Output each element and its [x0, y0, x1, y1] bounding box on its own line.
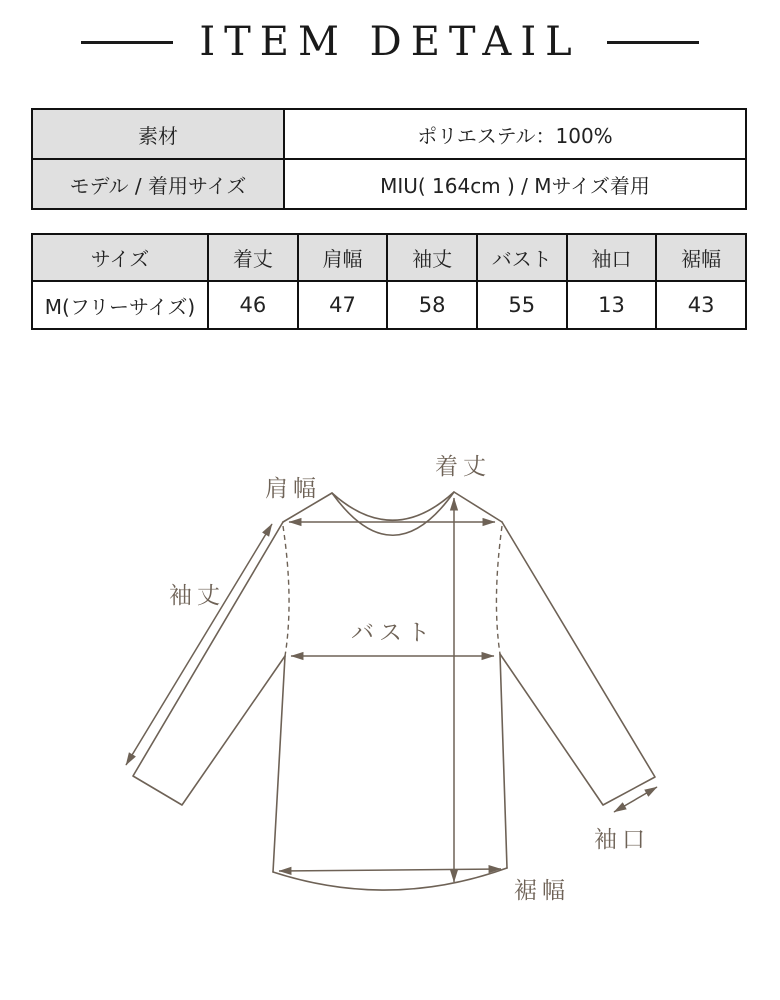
armhole-seam-left: [283, 526, 289, 656]
size-chart-header-row: [32, 234, 746, 281]
header-bust: バスト: [477, 234, 567, 281]
header-size: サイズ: [32, 234, 208, 281]
header-shoulder-width: 肩幅: [298, 234, 388, 281]
body-length-label: 着丈: [435, 454, 491, 480]
header-body-length: 着丈: [208, 234, 298, 281]
measurement-arrows: [126, 498, 657, 882]
armhole-seam-right: [496, 526, 502, 654]
title-dash-right: [607, 41, 699, 44]
material-info-table: [31, 108, 747, 210]
material-label: 素材: [32, 109, 284, 159]
hem-width-label: 裾幅: [514, 878, 570, 904]
header-cuff: 袖口: [567, 234, 657, 281]
header-hem-width: 裾幅: [656, 234, 746, 281]
garment-measurement-diagram: [0, 430, 780, 950]
table-row: [32, 109, 746, 159]
page-title: ITEM DETAIL: [199, 19, 581, 65]
cell-size-name: M(フリーサイズ): [32, 281, 208, 329]
cell-sleeve-length: 58: [387, 281, 477, 329]
hem-width-arrow: [279, 869, 501, 871]
shoulder-width-label: 肩幅: [265, 476, 321, 502]
cuff-arrow: [614, 787, 657, 812]
sleeve-length-label: 袖丈: [169, 583, 225, 609]
cell-shoulder-width: 47: [298, 281, 388, 329]
cell-cuff: 13: [567, 281, 657, 329]
bust-label: バスト: [351, 620, 435, 646]
garment-outline: [133, 492, 655, 890]
model-size-label: モデル / 着用サイズ: [32, 159, 284, 209]
model-size-value: MIU( 164cm ) / Mサイズ着用: [284, 159, 746, 209]
header-sleeve-length: 袖丈: [387, 234, 477, 281]
table-row: [32, 159, 746, 209]
size-chart-table: [31, 233, 747, 330]
cell-hem-width: 43: [656, 281, 746, 329]
title-dash-left: [81, 41, 173, 44]
cuff-label: 袖口: [594, 827, 650, 853]
page-title-row: [0, 14, 780, 70]
size-chart-data-row: [32, 281, 746, 329]
cell-bust: 55: [477, 281, 567, 329]
material-value: ポリエステル：100%: [284, 109, 746, 159]
cell-body-length: 46: [208, 281, 298, 329]
sleeve-length-arrow: [126, 524, 272, 765]
